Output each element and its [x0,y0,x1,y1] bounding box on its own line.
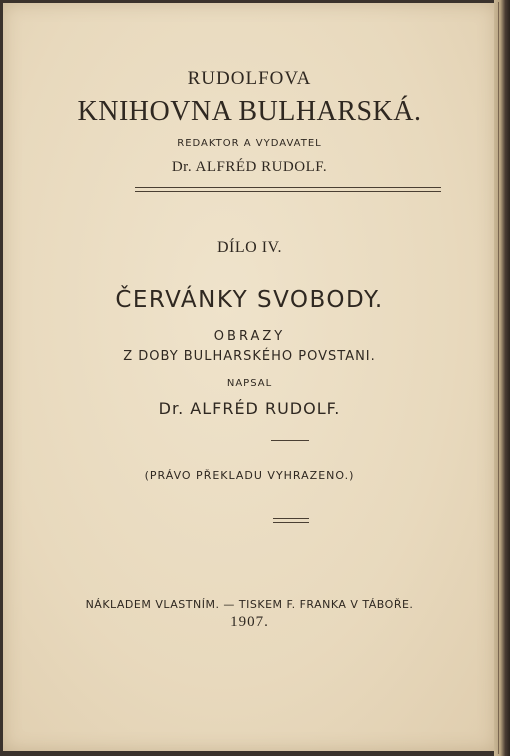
editor-name: Dr. ALFRÉD RUDOLF. [171,159,328,175]
double-rule-bottom [135,191,441,192]
ornament-rule-top [273,518,309,519]
work-title: ČERVÁNKY SVOBODY. [115,287,384,313]
ornament-rule-bottom [273,522,309,523]
work-subtitle-line1: OBRAZY [213,329,286,344]
volume-number: DÍLO IV. [216,239,283,256]
publisher-imprint: NÁKLADEM VLASTNÍM. — TISKEM F. FRANKA V TÁBOŘE. [85,598,414,611]
publication-year: 1907. [230,614,269,630]
series-title-line2: KNIHOVNA BULHARSKÁ. [77,96,422,127]
title-page [3,3,496,751]
page-edge-line [498,2,499,754]
short-rule [271,440,309,441]
rights-notice: (PRÁVO PŘEKLADU VYHRAZENO.) [144,469,355,482]
series-title-line1: RUDOLFOVA [187,68,312,89]
author-label: NAPSAL [226,378,273,389]
book-spine-edge [494,0,510,756]
work-subtitle-line2: Z DOBY BULHARSKÉHO POVSTANI. [123,349,376,364]
editor-label: REDAKTOR A VYDAVATEL [177,138,322,149]
double-rule-top [135,187,441,188]
author-name: Dr. ALFRÉD RUDOLF. [158,399,341,418]
